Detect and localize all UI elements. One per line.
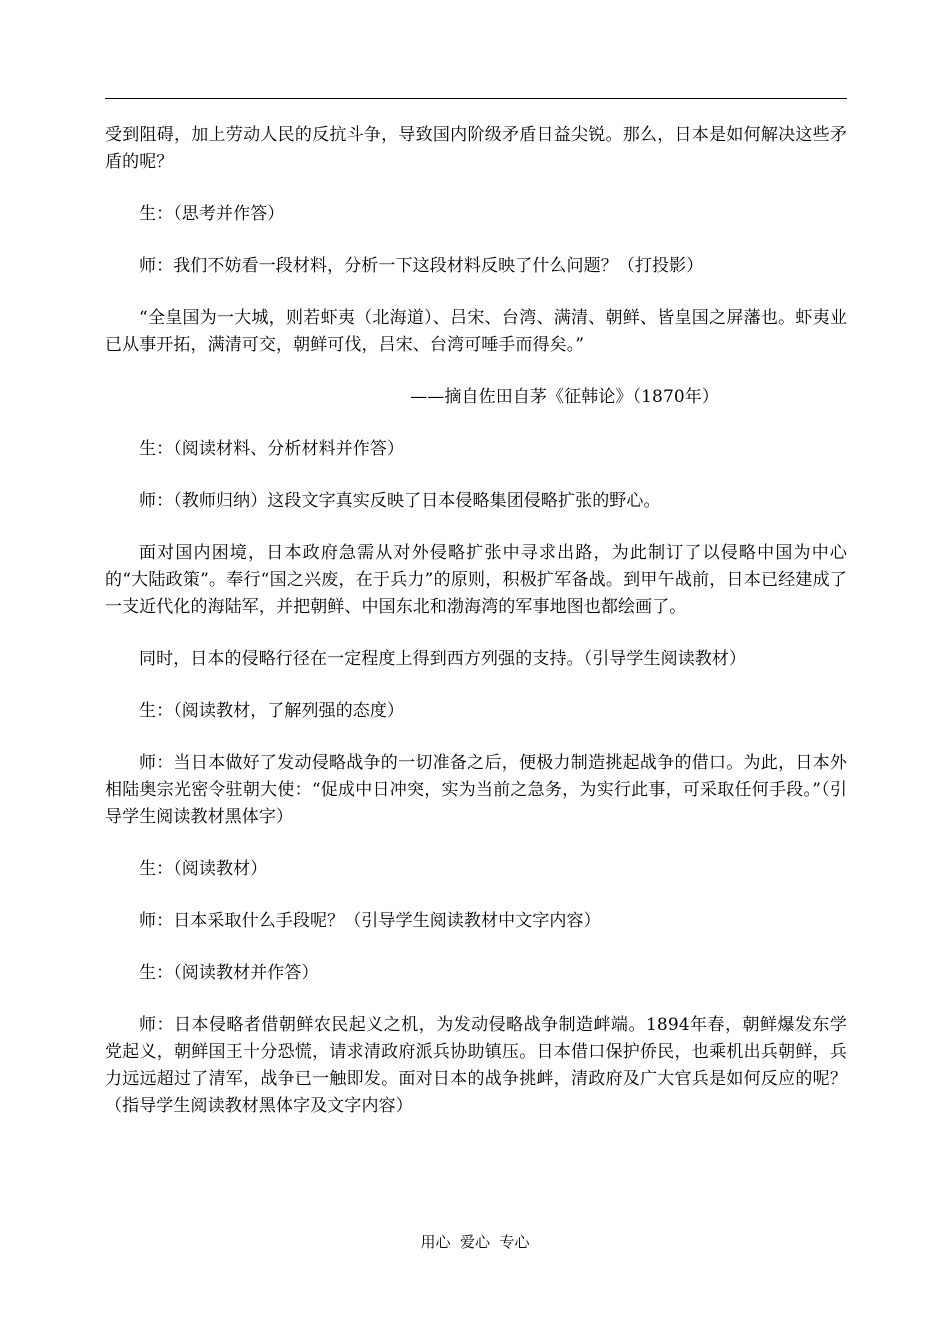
paragraph: 面对国内困境，日本政府急需从对外侵略扩张中寻求出路，为此制订了以侵略中国为中心的“大陆政策”。奉行“国之兴废，在于兵力”的原则，积极扩军备战。到甲午战前，日本已经建成了一支近代化的海陆军，并把朝鲜、中国东北和渤海湾的军事地图也都绘画了。 (105, 543, 847, 617)
quote-citation: ——摘自佐田自茅《征韩论》（1870年） (410, 387, 719, 407)
paragraph: 生：（思考并作答） (139, 204, 285, 224)
paragraph: 师：日本采取什么手段呢？（引导学生阅读教材中文字内容） (139, 911, 601, 931)
paragraph: 师：（教师归纳）这段文字真实反映了日本侵略集团侵略扩张的野心。 (139, 491, 661, 511)
paragraph: 受到阻碍，加上劳动人民的反抗斗争，导致国内阶级矛盾日益尖锐。那么，日本是如何解决这些矛盾的呢？ (105, 125, 847, 172)
paragraph: 同时，日本的侵略行径在一定程度上得到西方列强的支持。（引导学生阅读教材） (139, 649, 747, 669)
paragraph: 师：我们不妨看一段材料，分析一下这段材料反映了什么问题？（打投影） (139, 256, 704, 276)
paragraph: 生：（阅读教材并作答） (139, 963, 319, 983)
header-rule (105, 98, 847, 99)
paragraph: 师：当日本做好了发动侵略战争的一切准备之后，便极力制造挑起战争的借口。为此，日本外相陆奥宗光密令驻朝大使：“促成中日冲突，实为当前之急务，为实行此事，可采取任何手段。”（引导学生阅读教材黑体字） (105, 753, 847, 827)
paragraph: 生：（阅读教材，了解列强的态度） (139, 701, 405, 721)
paragraph: 师：日本侵略者借朝鲜农民起义之机，为发动侵略战争制造衅端。1894年春，朝鲜爆发东学党起义，朝鲜国王十分恐慌，请求清政府派兵协助镇压。日本借口保护侨民，也乘机出兵朝鲜，兵力远远超过了清军，战争已一触即发。面对日本的战争挑衅，清政府及广大官兵是如何反应的呢？（指导学生阅读教材黑体字及文字内容） (105, 1015, 847, 1116)
paragraph: 生：（阅读教材） (139, 859, 268, 879)
quote-paragraph: “全皇国为一大城，则若虾夷（北海道）、吕宋、台湾、满清、朝鲜、皆皇国之屏藩也。虾夷业已从事开拓，满清可交，朝鲜可伐，吕宋、台湾可唾手而得矣。” (105, 308, 847, 355)
page-footer: 用心 爱心 专心 (420, 1233, 530, 1251)
document-body (105, 122, 847, 1120)
paragraph: 生：（阅读材料、分析材料并作答） (139, 439, 405, 459)
